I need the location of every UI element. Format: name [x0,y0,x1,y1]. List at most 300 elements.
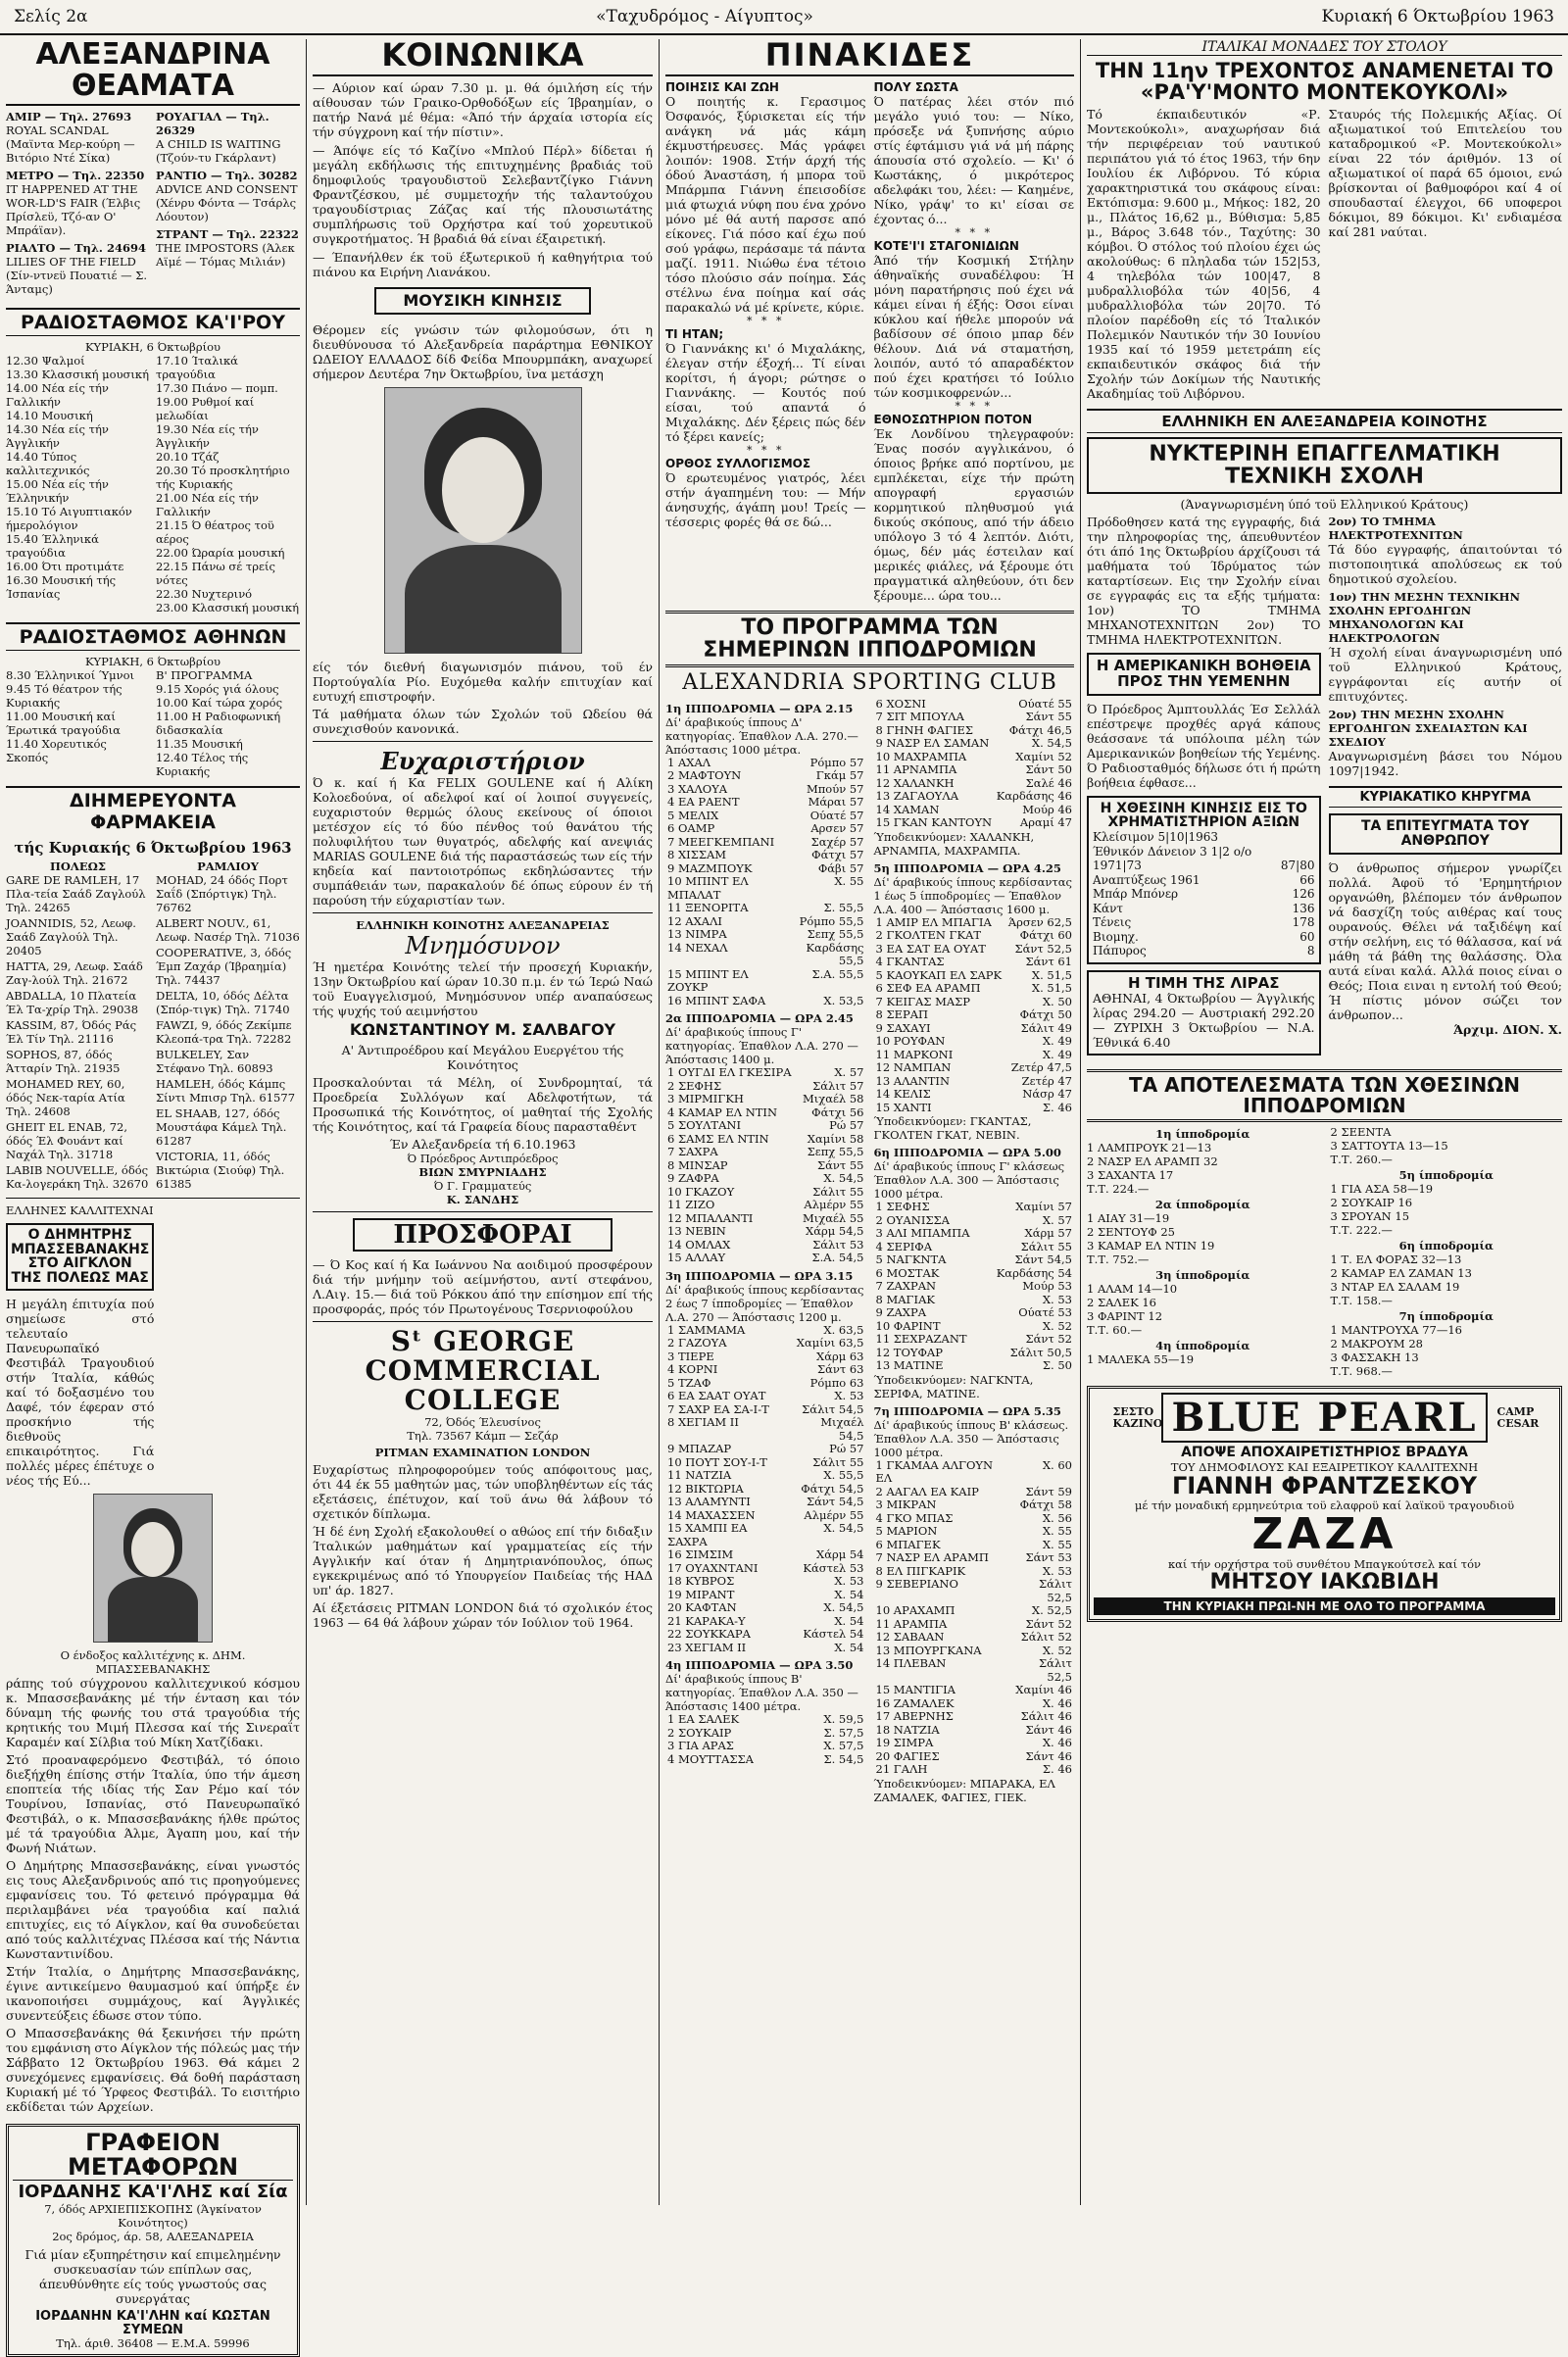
horse-name: 11 ΜΑΡΚΟΝΙ [875,1047,954,1061]
race-horse-row [874,1498,1075,1512]
race-horse-row [874,1657,1075,1684]
horse-jockey-weight: Χ. 50 [1042,994,1072,1008]
race-horse-row [665,1589,866,1602]
cinema-film: LILIES OF THE FIELD (Σίν-ντνεϋ Πουατιέ — Σ. Άνταμς) [6,255,148,296]
school-subtitle: (Άναγνωρισμένη ύπό τοϋ Ελληνικού Κράτους) [1180,497,1469,513]
radio-item: 22.00 Ώραρία μουσική [156,546,285,560]
race-horse-row [665,1740,866,1753]
horse-jockey-weight: Χ. 53 [1042,1292,1072,1306]
radio-item: Β' ΠΡΟΓΡΑΜΜΑ [156,668,253,682]
result-line: Τ.Τ. 60.— [1087,1323,1143,1338]
pharmacy-city-head: ΠΟΛΕΩΣ [50,859,106,873]
horse-name: 11 ΖΙΖΟ [667,1198,715,1212]
casino-subtitle: ΤΟΥ ΔΗΜΟΦΙΛΟΥΣ ΚΑΙ ΕΞΑΙΡΕΤΙΚΟΥ ΚΑΛΛΙΤΕΧΝΗ [1170,1460,1479,1475]
horse-name: 1 ΣΑΜΜΑΜΑ [667,1322,746,1337]
transport-address2: 2ος δρόμος, άρ. 58, ΑΛΕΞΑΝΔΡΕΙΑ [52,2230,254,2244]
race-horse-row [665,1469,866,1483]
race-horse-row [665,822,866,836]
horse-jockey-weight: Χ. 53 [834,1389,864,1403]
radio-item: 16.30 Μουσική τής Ίσπανίας [6,573,117,601]
race-horse-row [874,1035,1075,1049]
horse-jockey-weight: Χ. 56 [1042,1510,1072,1525]
horse-name: 12 ΧΑΛΑΝΚΗ [875,775,955,790]
pharmacy-entry: EL SHAAB, 127, όδός Μουστάφα Κάμελ Τηλ. 61287 [156,1106,287,1148]
radio-item: 21.00 Νέα είς τήν Γαλλικήν [156,491,259,518]
radio-item: 20.10 Τζάζ [156,450,220,464]
horse-name: 6 ΧΟΣΝΙ [875,696,926,711]
school-dept-text: Ή σχολή είναι άναγνωρισμένη υπό τοϋ Ελληνικού Κράτους, εγγράφονται είς αυτήν οί επιτυχόντες. [1328,645,1562,705]
race-horse-table [874,1201,1075,1373]
race-description: Δί' άραβικούς ίππους Β' κατηγορίας. Έπαθλον Λ.Α. 350 — Άπόστασις 1400 μέτρα. [665,1672,858,1714]
horse-jockey-weight: Αλμέρν 55 [804,1507,864,1522]
stock-value: 87|80 [1280,859,1315,873]
memorial-title: Μνημόσυνον [405,932,561,960]
horse-jockey-weight: Σάντ 59 [1025,1484,1072,1498]
horse-jockey-weight: Σ. 57,5 [823,1725,864,1740]
horse-jockey-weight: Σάλιτ 46 [1020,1709,1072,1724]
race-horse-table [874,916,1075,1115]
horse-name: 8 ΜΙΝΣΑΡ [667,1157,728,1172]
fleet-paragraph: Σταυρός τής Πολεμικής Αξίας. Οί αξιωματικοί τού Επιτελείου του καταδρομικού «Ρ. Μοντεκούκολι» είναι 22 τόν άριθμόν. 13 οί αξιωματικοί οί παρά 65 όμοιοι, ενώ βρίσκονται οί βαθμοφόροι καί 4 οί σπουδασταί έλεγχοι, 66 υποφεροι δόκιμοι, 89 δόκιμοι. Κι' ενδιαμέσα καί 281 ναύται. [1328,107,1562,240]
cinema-name: ΡΟΥΑΓΙΑΛ — Τηλ. 26329 [156,110,270,137]
horse-jockey-weight: Σάλιτ 55 [812,1454,864,1469]
horse-name: 5 ΤΖΑΦ [667,1375,711,1390]
horse-jockey-weight: Σάλιτ 53 [812,1237,864,1252]
horse-jockey-weight: Σάντ 46 [1025,1722,1072,1737]
note-paragraph: Ό πατέρας λέει στόν πιό μεγάλο γυιό του: — Νίκο, πρόσεξε νά ξυπνήσης αύριο στίς έφτάμισυ γιά νά μή πάρης άπουσία στό σχολείο. — Κι' ό Κωστάκης, ό μικρότερος αδελφάκι του, λέει: — Καημένε, Νίκο, γράψ' το κι' είσαι σε έχοντας ό... [873,93,1074,226]
horse-name: 21 ΓΑΛΗ [875,1762,928,1777]
race-horse-row [874,1347,1075,1360]
horse-name: 4 ΕΑ ΡΑΕΝΤ [667,795,740,810]
race-horse-row [874,777,1075,791]
horse-name: 10 ΓΚΑΖΟΥ [667,1184,735,1199]
horse-jockey-weight: Χάρμ 57 [1024,1226,1072,1241]
horse-name: 18 ΝΑΤΖΙΑ [875,1722,940,1737]
casino-singer: ZAZA [1251,1509,1397,1560]
race-horse-row [665,1324,866,1338]
race-horse-row [874,790,1075,804]
horse-jockey-weight: Αρσεν 57 [810,821,864,836]
race-horse-row [874,1618,1075,1632]
race-horse-row [665,1615,866,1629]
horse-jockey-weight: Μιχαέλ 54,5 [820,1415,864,1443]
horse-jockey-weight: Χ. 53 [834,1574,864,1589]
horse-jockey-weight: Άρσεν 62,5 [1007,914,1072,929]
race-horse-table [665,757,866,1008]
horse-name: 15 ΑΛΛΑΥ [667,1251,726,1265]
horse-jockey-weight: Σάλιτ 55 [812,1184,864,1199]
stock-row [1093,859,1315,873]
horse-name: 8 ΜΑΓΙΑΚ [875,1292,935,1306]
horse-jockey-weight: Σ. 55,5 [823,901,864,915]
race-horse-row [665,1080,866,1094]
transport-ad [6,2124,300,2357]
race-horse-row [665,1239,866,1252]
school-title: ΝΥΚΤΕΡΙΝΗ ΕΠΑΓΓΕΛΜΑΤΙΚΗ ΤΕΧΝΙΚΗ ΣΧΟΛΗ [1087,437,1562,494]
race-horse-row [874,956,1075,969]
horse-name: 10 ΡΟΥΦΑΝ [875,1034,946,1049]
pharmacy-ramleh-head: ΡΑΜΛΙΟΥ [197,859,259,873]
lira-text: ΑΘΗΝΑΙ, 4 Όκτωβρίου — Άγγλικής λίρας 294.20 — Αυστριακή 292.20 — ΖΥΡΙΧΗ 3 Όκτωβρίου — Ν.Α. Έθνικά 6.40 [1093,991,1315,1051]
horse-name: 6 ΕΑ ΣΑΑΤ ΟΥΑΤ [667,1389,766,1403]
lira-title: Η ΤΙΜΗ ΤΗΣ ΛΙΡΑΣ [1127,973,1280,992]
race-horse-row [874,711,1075,724]
race-horse-table [874,1459,1075,1777]
horse-jockey-weight: Σάντ 55 [1025,710,1072,724]
page-number: Σελίς 2α [14,7,88,26]
note-title: ΟΡΘΟΣ ΣΥΛΛΟΓΙΣΜΟΣ [665,456,811,470]
horse-name: 15 ΜΠΙΝΤ ΕΛ ΖΟΥΚΡ [667,966,749,995]
casino-footer: ΤΗΝ ΚΥΡΙΑΚΗ ΠΡΩΙ-ΝΗ ΜΕ ΟΛΟ ΤΟ ΠΡΟΓΡΑΜΜΑ [1094,1597,1555,1615]
radio-item: 10.00 Καί τώρα χορός [156,696,283,710]
horse-jockey-weight: Ρόμπο 63 [809,1375,864,1390]
stock-row [1093,887,1315,902]
race-horse-row [665,1443,866,1456]
horse-name: 23 ΧΕΓΙΑΜ ΙΙ [667,1640,747,1654]
race-horse-row [665,1363,866,1377]
result-line: 1 Τ. ΕΛ ΦΟΡΑΣ 32—13 [1330,1252,1462,1267]
race-horse-row [665,862,866,876]
horse-name: 9 ΝΑΣΡ ΕΛ ΣΑΜΑΝ [875,736,990,751]
race-horse-table [665,1066,866,1265]
offers-title: ΠΡΟΣΦΟΡΑΙ [353,1218,612,1252]
school-dept-title: 2ον) ΤΟ ΤΜΗΜΑ ΗΛΕΚΤΡΟΤΕΧΝΙΤΩΝ [1328,515,1463,543]
pharmacy-entry: HAMLEH, όδός Κάμπς Σίντι Μπισρ Τηλ. 61577 [156,1077,296,1105]
horse-name: 5 ΜΑΡΙΟΝ [875,1524,938,1539]
race-description: Δί' άραβικούς ίππους Γ' κατηγορίας. Έπαθλον Λ.Α. 270 — Άπόστασις 1400 μ. [665,1025,858,1067]
horse-name: 7 ΝΑΣΡ ΕΛ ΑΡΑΜΠ [875,1550,989,1565]
horse-jockey-weight: Σάλιτ 55 [1020,1239,1072,1253]
cinema-entry [156,110,300,165]
horse-name: 6 ΣΕΦ ΕΑ ΑΡΑΜΠ [875,981,981,996]
race-horse-row [665,915,866,929]
cinema-film: A CHILD IS WAITING (Τζούν-τυ Γκάρλαντ) [156,137,281,165]
horse-jockey-weight: Χ. 55 [1042,1524,1072,1539]
horse-name: 14 ΟΜΛΑΧ [667,1237,731,1252]
horse-jockey-weight: Χαμίνι 57 [1015,1200,1072,1214]
horse-jockey-weight: Χάρμ 54,5 [806,1224,864,1239]
race-horse-row [665,1509,866,1523]
artists-title: Ο ΔΗΜΗΤΡΗΣ ΜΠΑΣΣΕΒΑΝΑΚΗΣ ΣΤΟ ΑΙΓΚΛΟΝ ΤΗΣ ΠΟΛΕΩΣ ΜΑΣ [6,1223,154,1291]
race-horse-row [665,836,866,850]
cinema-list-left [6,110,150,300]
horse-name: 8 ΧΕΓΙΑΜ ΙΙ [667,1415,739,1430]
artists-paragraph: Η μεγάλη έπιτυχία πού σημείωσε στό τελευταίο Πανευρωπαϊκό Φεστιβάλ Τραγουδιού στήν Ίταλία, κάθώς καί τό δοξασμένο του Δαφέ, τόν έφεραν στό προσκήνιο τής διεθνοϋς επικαιρότητος. Γιά πολλές μέρες έπέτυχε ο νέος τής Εύ... [6,1296,155,1488]
race-horse-row [665,1337,866,1350]
horse-name: 5 ΝΑΓΚΝΤΑ [875,1252,947,1267]
music-paragraph: Θέρομεν είς γνώσιν τών φιλομούσων, ότι η διευθύνουσα τό Αλεξανδρεία παράρτημα ΕΘΝΙΚΟΥ ΩΔΕΙΟΥ ΕΛΛΑΔΟΣ δίδ Φείδα Μπουρμπάκη, αναχωρεί σήμερον Δευτέρα 7ην Όκτωβρίου, ϊνα μετάσχη [313,322,653,382]
horse-name: 13 ΖΑΓΑΟΥΛΑ [875,789,958,804]
radio-item: 14.10 Μουσική [6,409,93,422]
horse-name: 21 ΚΑΡΑΚΑ-Υ [667,1613,746,1628]
cinema-list-right [156,110,300,300]
horse-name: 2 ΣΟΥΚΑΙΡ [667,1725,732,1740]
horse-name: 13 ΜΑΤΙΝΕ [875,1358,944,1373]
radio-athens-right [156,668,300,778]
horse-jockey-weight: Χ. 55 [1042,1537,1072,1551]
race-horse-row [874,1645,1075,1658]
race-horse-row [665,1628,866,1642]
race-horse-row [874,1565,1075,1579]
horse-name: 4 ΚΑΜΑΡ ΕΛ ΝΤΙΝ [667,1105,778,1119]
result-line: 1 ΛΑΜΠΡΟΥΚ 21—13 [1087,1141,1212,1155]
result-line: 2 ΚΑΜΑΡ ΕΛ ΖΑΜΑΝ 13 [1330,1266,1472,1281]
race-horse-row [665,1642,866,1655]
horse-jockey-weight: Φάτχι 56 [811,1105,864,1119]
race-description: Δί' άραβικούς ίππους Δ' κατηγορίας. Έπαθλον Λ.Α. 270.— Άπόστασις 1000 μέτρα. [665,714,858,757]
race-horse-row [665,810,866,823]
horse-jockey-weight: Φάτχι 58 [1019,1498,1072,1512]
horse-jockey-weight: Χαμίνι 63,5 [796,1336,864,1350]
page-header [0,0,1568,35]
horse-jockey-weight: Γκάμ 57 [815,768,864,783]
race-heading: 4η ΙΠΠΟΔΡΟΜΙΑ — ΩΡΑ 3.50 [665,1658,854,1673]
column-notes: ΠΙΝΑΚΙΔΕΣ ΠΟΙΗΣΙΣ ΚΑΙ ΖΩΗ Ο ποιητής κ. Γερασιμος Όσφανός, ξύρισκεται είς τήν ανάγκη νά μάς κάμη έκμυστήρευσες. Μάς γράφει λοιπόν: 1908. Στήν άρχή τής όδού Άναστάση, ή μπορα τοϋ Μπάρμπα Γιάννη έπεισοδίσε μιά φτωχιά νύφη που ένα χρόνο μόνο μέ θά αυτή παρσσε από είκονες. Γιά πόσο καί έχω πού σού γράφω, περάσαμε τά πάντα μαζί. 1911. Νιώθω ένα τέτοιο τόσο πλούσιο σάν ποίημα. Σάς στέλνω ένα ποίημα καί σάς παρακαλώ νά μέ κρίνετε, κύριε. * * * ΤΙ ΗΤΑΝ; Ό Γιαννάκης κι' ό Μιχαλάκης, έλεγαν στήν έξοχή... Τί είναι κορίτσι, ή άγορι; ρώτησε ο Γιαννάκης. — Κουτός πού είσαι, τού απαντά ό Μιχαλάκης. Δέν ξέρεις πώς δέν τό ξέρει κανείς; * * * ΟΡΘΟΣ ΣΥΛΛΟΓΙΣΜΟΣ Ό ερωτευμένος γιατρός, λέει στήν άγαπημένη του: — Μήν άνησυχής, άγάπη μου! Τρείς — τέσσερις φορές θά σε δώ... ΠΟΛΥ ΣΩΣΤΑ Ό πατέρας λέει στόν πιό μεγάλο γυιό του: — Νίκο, πρόσεξε νά ξυπνήσης αύριο στίς έφτάμισυ γιά νά μή πάρης άπουσία στό σχολείο. — Κι' ό Κωστάκης, ό μικρότερος αδελφάκι του, λέει: — Καημένε, Νίκο, γράψ' το κι' είσαι σε έχοντας ό... * * * ΚΟΤΕ'Ι'Ι ΣΤΑΓΟΝΙΔΙΩΝ Άπό τήν Κοσμική Στήλην άθηναϊκής συναδέλφου: Ή μόνη παρατήρησις πού έχει νά κάμει είναι ή έξής: Όσοι είναι κύκλου καί ήθελε μπορούν νά βαδίσουν σέ όποιο μπαρ δέν θέλουν. Διά νά σταματήση, λοιπόν, αυτό τό απαραδέκτον πού έχει κρατήσει τό Ιούλιο τών κοσμικοφρενών... * * * ΕΘΝΟΣΩΤΗΡΙΟΝ ΠΟΤΟΝ Έκ Λονδίνου τηλεγραφούν: Ένας ποσόν αγγλικάνου, ό όποιος βρήκε από πορτίνου, με εμπλέκεται, είχε τήν πρώτη απογραφή εργασιών κορμητικού πληθυσμού γιά δικούς σκόπους, από τήν άδειο υπόλογο 3 τό 4 λεπτόν. Διότι, όμως, δέν μάς έστειλαν καί μερικές φιάλες, νά ξέρουμε ότι πραγματικά αληθεύουν, ότι δεν ξέρουμε... ώρα του... ΤΟ ΠΡΟΓΡΑΜΜΑ ΤΩΝ ΣΗΜΕΡΙΝΩΝ ΙΠΠΟΔΡΟΜΙΩΝ ALEXANDRIA SPORTING CLUB 1η ΙΠΠΟΔΡΟΜΙΑ — ΩΡΑ 2.15 Δί' άραβικούς ίππους Δ' κατηγορίας. Έπαθλον Λ.Α. 270.— Άπόστασις 1000 μέτρα. 1 ΑΧΑΛ Ρόμπο 57 2 ΜΑΦΤΟΥΝ Γκάμ 57 3 ΧΑΛΟΥΑ Μπούν 57 4 ΕΑ ΡΑΕΝΤ Μάραι 57 5 ΜΕΛΙΧ Ούατέ 57 6 ΟΑΜΡ Αρσεν 57 7 ΜΕΕΓΚΕΜΠΑΝΙ Σαχέρ 57 8 ΧΙΣΣΑΜ Φάτχι 57 9 ΜΑΖΜΠΟΥΚ Φάβι 57 10 ΜΠΙΝΤ ΕΛ ΜΠΑΛΑΤ Χ. 55 11 ΞΕΝΟΡΙΤΑ Σ. 55,5 12 ΑΧΑΛΙ Ρόμπο 55,5 13 ΝΙΜΡΑ Σεπχ 55,5 14 ΝΕΧΑΛ Καρδάσης 55,5 15 ΜΠΙΝΤ ΕΛ ΖΟΥΚΡ Σ.Α. 55,5 16 ΜΠΙΝΤ ΣΑΦΑ Χ. 53,5 2α ΙΠΠΟΔΡΟΜΙΑ — ΩΡΑ 2.45 Δί' άραβικούς ίππους Γ' κατηγορίας. Έπαθλον Λ.Α. 270 — Άπόστασις 1400 μ. 1 ΟΥΓΔΙ ΕΛ ΓΚΕΣΙΡΑ Χ. 57 2 ΣΕΦΗΣ Σάλιτ 57 3 ΜΙΡΜΙΓΚΗ Μιχαέλ 58 4 ΚΑΜΑΡ ΕΛ ΝΤΙΝ Φάτχι 56 5 ΣΟΥΛΤΑΝΙ Ρώ 57 6 ΣΑΜΣ ΕΛ ΝΤΙΝ Χαμίνι 58 7 ΣΑΧΡΑ Σεπχ 55,5 8 ΜΙΝΣΑΡ Σάντ 55 9 ΖΑΦΡΑ Χ. 54,5 10 ΓΚΑΖΟΥ Σάλιτ 55 11 ΖΙΖΟ Αλμέρν 55 12 ΜΠΑΛΑΝΤΙ Μιχαέλ 55 13 ΝΕΒΙΝ Χάρμ 54,5 14 ΟΜΛΑΧ Σάλιτ 53 15 ΑΛΛΑΥ Σ.Α. 54,5 3η ΙΠΠΟΔΡΟΜΙΑ — ΩΡΑ 3.15 Δί' άραβικούς ίππους κερδίσαντας 2 έως 7 ίπποδρομίες — Έπαθλον Λ.Α. 270 — Άπόστασις 1200 μ. 1 ΣΑΜΜΑΜΑ Χ. 63,5 2 ΓΑΖΟΥΑ Χαμίνι 63,5 3 ΤΙΕΡΕ Χάρμ 63 4 ΚΟΡΝΙ Σάντ 63 5 ΤΖΑΦ Ρόμπο 63 6 ΕΑ ΣΑΑΤ ΟΥΑΤ Χ. 53 7 ΣΑΧΡ ΕΑ ΣΑ-Ι-Τ Σάλιτ 54,5 8 ΧΕΓΙΑΜ ΙΙ Μιχαέλ 54,5 9 ΜΠΑΖΑΡ Ρώ 57 10 ΠΟΥΤ ΣΟΥ-Ι-Τ Σάλιτ 55 11 ΝΑΤΖΙΑ Χ. 55,5 12 ΒΙΚΤΩΡΙΑ Φάτχι 54,5 13 ΑΛΑΜΥΝΤΙ Σάντ 54,5 14 ΜΑΧΑΣΣΕΝ Αλμέρν 55 15 ΧΑΜΠΙ ΕΑ ΣΑΧΡΑ Χ. 54,5 16 ΣΙΜΣΙΜ Χάρμ 54 17 ΟΥΑΧΝΤΑΝΙ Κάστελ 53 18 ΚΥΒΡΟΣ Χ. 53 19 ΜΙΡΑΝΤ Χ. 54 20 ΚΑΦΤΑΝ Χ. 54,5 21 ΚΑΡΑΚΑ-Υ Χ. 54 22 ΣΟΥΚΚΑΡΑ Κάστελ 54 23 ΧΕΓΙΑΜ ΙΙ Χ. 54 4η ΙΠΠΟΔΡΟΜΙΑ — ΩΡΑ 3.50 Δί' άραβικούς ίππους Β' κατηγορίας. Έπαθλον Λ.Α. 350 — Άπόστασις 1400 μέτρα. 1 ΕΑ ΣΑΛΕΚ Χ. 59,5 2 ΣΟΥΚΑΙΡ Σ. 57,5 3 ΓΙΑ ΑΡΑΣ Χ. 57,5 4 ΜΟΥΤΤΑΣΣΑ Σ. 54,5 6 ΧΟΣΝΙ Ούατέ 55 7 ΣΙΤ ΜΠΟΥΛΑ Σάντ 55 8 ΓΗΝΗ ΦΑΓΙΕΣ Φάτχι 46,5 9 ΝΑΣΡ ΕΛ ΣΑΜΑΝ Χ. 54,5 10 ΜΑΧΡΑΜΠΑ Χαμίνι 52 11 ΑΡΝΑΜΠΑ Σάντ 50 12 ΧΑΛΑΝΚΗ Σαλέ 46 13 ΖΑΓΑΟΥΛΑ Καρδάσης 46 14 ΧΑΜΑΝ Μούρ 46 15 ΓΚΑΝ ΚΑΝΤΟΥΝ Αραμί 47 Ύποδεικνύομεν: ΧΑΛΑΝΚΗ, ΑΡΝΑΜΠΑ, ΜΑΧΡΑΜΠΑ. 5η ΙΠΠΟΔΡΟΜΙΑ — ΩΡΑ 4.25 Δί' άραβικούς ίππους κερδίσαντας 1 έως 5 ίπποδρομίες — Έπαθλον Λ.Α. 400 — Άπόστασις 1600 μ. 1 ΑΜΙΡ ΕΛ ΜΠΑΓΙΑ Άρσεν 62,5 2 ΓΚΟΛΤΕΝ ΓΚΑΤ Φάτχι 60 3 ΕΑ ΣΑΤ ΕΑ ΟΥΑΤ Σάντ 52,5 4 ΓΚΑΝΤΑΣ Σάντ 61 5 ΚΑΟΥΚΑΠ ΕΛ ΣΑΡΚ Χ. 51,5 6 ΣΕΦ ΕΑ ΑΡΑΜΠ Χ. 51,5 7 ΚΕΙΓΑΣ ΜΑΣΡ Χ. 50 8 ΣΕΡΑΠ Φάτχι 50 9 ΣΑΧΑΥΙ Σάλιτ 49 10 ΡΟΥΦΑΝ Χ. 49 11 ΜΑΡΚΟΝΙ Χ. 49 12 ΝΑΜΠΑΝ Ζετέρ 47,5 13 ΑΛΑΝΤΙΝ Ζετέρ 47 14 ΚΕΛΙΣ Νάσρ 47 15 ΧΑΝΤΙ Σ. 46 Ύποδεικνύομεν: ΓΚΑΝΤΑΣ, ΓΚΟΛΤΕΝ ΓΚΑΤ, ΝΕΒΙΝ. 6η ΙΠΠΟΔΡΟΜΙΑ — ΩΡΑ 5.00 Δί' άραβικούς ίππους Γ' κλάσεως Έπαθλον Λ.Α. 300 — Άπόστασις 1000 μέτρα. 1 ΣΕΦΗΣ Χαμίνι 57 2 ΟΥΑΝΙΣΣΑ Χ. 57 3 ΑΛΙ ΜΠΑΜΠΑ Χάρμ 57 4 ΣΕΡΙΦΑ Σάλιτ 55 5 ΝΑΓΚΝΤΑ Σάντ 54,5 6 ΜΟΣΤΑΚ Καρδάσης 54 7 ΖΑΧΡΑΝ Μούρ 53 8 ΜΑΓΙΑΚ Χ. 53 9 ΖΑΧΡΑ Ούατέ 53 10 ΦΑΡΙΝΤ Χ. 52 11 ΣΕΧΡΑΖΑΝΤ Σάντ 52 12 ΤΟΥΦΑΡ Σάλιτ 50,5 13 ΜΑΤΙΝΕ Σ. 50 Ύποδεικνύομεν: ΝΑΓΚΝΤΑ, ΣΕΡΙΦΑ, ΜΑΤΙΝΕ. 7η ΙΠΠΟΔΡΟΜΙΑ — ΩΡΑ 5.35 Δί' άραβικούς ίππους Β' κλάσεως. Έπαθλον Λ.Α. 350 — Άπόστασις 1000 μέτρα. 1 ΓΚΑΜΑΑ ΑΛΓΟΥΝ ΕΛ Χ. 60 2 ΑΑΓΑΛ ΕΑ ΚΑΙΡ Σάντ 59 3 ΜΙΚΡΑΝ Φάτχι 58 4 ΓΚΟ ΜΠΑΣ Χ. 56 5 ΜΑΡΙΟΝ Χ. 55 6 ΜΠΑΓΕΚ Χ. 55 7 ΝΑΣΡ ΕΛ ΑΡΑΜΠ Σάντ 53 8 ΕΛ ΠΙΓΚΑΡΙΚ Χ. 53 9 ΣΕΒΕΡΙΑΝΟ Σάλιτ 52,5 10 ΑΡΑΧΑΜΠ Χ. 52,5 11 ΑΡΑΜΠΑ Σάντ 52 12 ΣΑΒΑΑΝ Σάλιτ 52 13 ΜΠΟΥΡΓΚΑΝΑ Χ. 52 14 ΠΛΕΒΑΝ Σάλιτ 52,5 15 ΜΑΝΤΙΓΙΑ Χαμίνι 46 16 ΖΑΜΑΛΕΚ Χ. 46 17 ΑΒΕΡΝΗΣ Σάλιτ 46 18 ΝΑΤΖΙΑ Σάντ 46 19 ΣΙΜΡΑ Χ. 46 20 ΦΑΓΙΕΣ Σάντ 46 21 ΓΑΛΗ Σ. 46 Ύποδεικνύομεν: ΜΠΑΡΑΚΑ, ΕΛ ΖΑΜΑΛΕΚ, ΦΑΓΙΕΣ, ΓΙΕΚ. [665,36,1074,1804]
radio-athens-title: ΡΑΔΙΟΣΤΑΘΜΟΣ ΑΘΗΝΩΝ [6,622,300,651]
race-horse-row [874,1280,1075,1294]
result-line: Τ.Τ. 222.— [1330,1223,1393,1238]
race-horse-row [665,1483,866,1497]
race-description: Δί' άραβικούς ίππους Β' κλάσεως. Έπαθλον Λ.Α. 350 — Άπόστασις 1000 μέτρα. [873,1417,1069,1459]
race-horse-row [874,969,1075,983]
horse-name: 8 ΕΛ ΠΙΓΚΑΡΙΚ [875,1563,966,1578]
column-news [1081,39,1568,2215]
pharmacy-subtitle: τής Κυριακής 6 Όκτωβρίου 1963 [14,839,292,857]
race-program-title: ΤΟ ΠΡΟΓΡΑΜΜΑ ΤΩΝ ΣΗΜΕΡΙΝΩΝ ΙΠΠΟΔΡΟΜΙΩΝ [703,614,1037,663]
casino-subtitle: μέ τήν μοναδική ερμηνεύτρια τοϋ ελαφροϋ καί λαϊκοϋ τραγουδιοϋ [1134,1498,1515,1513]
stock-name: 1971|73 [1093,859,1142,873]
horse-jockey-weight: Χ. 55,5 [823,1468,864,1483]
result-line: 1 ΓΙΑ ΑΣΑ 58—19 [1330,1182,1434,1197]
horse-name: 19 ΜΙΡΑΝΤ [667,1587,735,1601]
race-horse-row [874,1102,1075,1115]
result-line: 3η ίπποδρομία [1155,1268,1250,1283]
artists-paragraph: ράπης τού σύγχρονου καλλιτεχνικού κόσμου κ. Μπασσεβανάκης μέ τήν ένταση και τόν δύναμη τής φωνής του στά τραγούδια τής κρητικής του Μιμή Πλεσσα καί τής Σινεραΐτ Καραμέν καί Σίλβια τού Μίκη Χατζίδακι. [6,1675,300,1749]
stock-row [1093,944,1315,958]
section-title-notes: ΠΙΝΑΚΙΔΕΣ [665,39,1074,76]
race-horse-row [665,1456,866,1470]
stock-name: Τένεις [1093,915,1132,930]
race-horse-row [874,1763,1075,1777]
horse-jockey-weight: Σάντ 52,5 [1014,941,1072,956]
stock-name: Μπάρ Μπόνερ [1093,887,1179,902]
horse-name: 2 ΓΑΖΟΥΑ [667,1336,727,1350]
race-horse-row [874,698,1075,712]
horse-name: 13 ΝΙΜΡΑ [667,927,727,942]
race-heading: 5η ΙΠΠΟΔΡΟΜΙΑ — ΩΡΑ 4.25 [873,860,1061,875]
radio-item: 21.15 Ό θέατρος τοϋ αέρος [156,518,274,546]
memorial-signature-name: Κ. ΣΑΝΔΗΣ [446,1193,519,1207]
race-program-right [874,698,1075,1804]
horse-name: 2 ΟΥΑΝΙΣΣΑ [875,1212,950,1227]
race-horse-row [874,1227,1075,1241]
race-heading: 6η ΙΠΠΟΔΡΟΜΙΑ — ΩΡΑ 5.00 [873,1146,1061,1160]
horse-name: 6 ΟΑΜΡ [667,821,715,836]
cinema-film: IT HAPPENED AT THE WOR-LD'S FAIR (Έλβις Πρίσλεϋ, Τζό-αν Ο' Μπράϊαν). [6,182,141,237]
music-title: ΜΟΥΣΙΚΗ ΚΙΝΗΣΙΣ [374,287,590,316]
college-title: Sᵗ GEORGE COMMERCIAL COLLEGE [365,1325,601,1417]
school-dept-title: 2ον) ΤΗΝ ΜΕΣΗΝ ΣΧΟΛΗΝ ΕΡΓΟΔΗΓΩΝ ΣΧΕΔΙΑΣΤΩΝ ΚΑΙ ΣΧΕΔΙΟΥ [1328,708,1528,750]
horse-name: 3 ΕΑ ΣΑΤ ΕΑ ΟΥΑΤ [875,941,986,956]
race-horse-row [665,875,866,902]
cinema-entry [6,169,150,237]
horse-jockey-weight: Χ. 52,5 [1031,1603,1072,1618]
race-horse-row [665,1416,866,1443]
race-horse-row [874,1684,1075,1697]
cinema-name: ΑΜΙΡ — Τηλ. 27693 [6,110,132,123]
race-horse-table [665,1324,866,1655]
race-horse-row [874,1241,1075,1254]
horse-name: 10 ΦΑΡΙΝΤ [875,1318,941,1333]
pharmacy-entry: FAWZI, 9, όδός Ζεκίμπε Κλεοπά-τρα Τηλ. 72282 [156,1018,292,1046]
pharmacy-entry: LABIB NOUVELLE, όδός Κα-λογεράκη Τηλ. 32670 [6,1163,149,1191]
note-paragraph: Ό ερωτευμένος γιατρός, λέει στήν άγαπημένη του: — Μήν άνησυχής, άγάπη μου! Τρείς — τέσσερις φορές θά σε δώ... [665,469,866,529]
horse-name: 12 ΑΧΑΛΙ [667,913,722,928]
horse-name: 8 ΣΕΡΑΠ [875,1007,929,1022]
race-heading: 2α ΙΠΠΟΔΡΟΜΙΑ — ΩΡΑ 2.45 [665,1011,854,1026]
race-horse-row [874,1267,1075,1281]
horse-jockey-weight: Σάλιτ 52,5 [1038,1577,1072,1604]
result-line: Τ.Τ. 224.— [1087,1182,1150,1197]
horse-jockey-weight: Αραμί 47 [1019,815,1072,830]
race-horse-table [665,1713,866,1766]
horse-name: 13 ΑΛΑΝΤΙΝ [875,1073,951,1088]
artists-paragraph: Στό προαναφερόμενο Φεστιβάλ, τό όποιο διεξήχθη έπίσης στήν Ίταλία, ύπο τήν άμεση εποπτεία τής ιδίας τής Σαν Ρέμο καί τόν Τουρίνου, Ισπανίας, στό Πανευρωπαϊκό Φεστιβάλ, ο κ. Μπασσεβανάκης ήλθε πρώτος μέ τά τραγούδια Άλμε, Άγαπη μου, καί τήν Φωνή Νιάτων. [6,1751,300,1855]
radio-item: 11.35 Μουσική [156,737,243,751]
radio-item: 11.00 Η Ραδιοφωνική διδασκαλία [156,710,281,737]
horse-name: 11 ΑΡΝΑΜΠΑ [875,762,957,777]
race-program-left [665,698,866,1804]
pharmacy-entry: ABDALLA, 10 Πλατεία Έλ Τα-χρίρ Τηλ. 29038 [6,989,139,1016]
memorial-signature: Ό Πρόεδρος Αντιπρόεδρος [407,1152,559,1166]
horse-jockey-weight: Χαμίνι 58 [807,1131,864,1146]
horse-jockey-weight: Ούατέ 57 [809,808,864,822]
horse-name: 3 ΓΙΑ ΑΡΑΣ [667,1739,734,1753]
radio-item: 17.30 Πιάνο — πομπ. [156,381,278,395]
race-horse-table [874,698,1075,830]
race-horse-row [665,1390,866,1403]
radio-item: 11.00 Μουσική καί Έρωτικά τραγούδια [6,710,121,737]
horse-jockey-weight: Χ. 59,5 [823,1712,864,1727]
pharmacy-title: ΔΙΗΜΕΡΕΥΟΝΤΑ ΦΑΡΜΑΚΕΙΑ [6,786,300,835]
radio-item: 19.30 Νέα είς τήν Άγγλικήν [156,422,259,450]
horse-name: 11 ΝΑΤΖΙΑ [667,1468,732,1483]
horse-jockey-weight: Σάλιτ 52,5 [1038,1656,1072,1684]
transport-address: 7, όδός ΑΡΧΙΕΠΙΣΚΟΠΗΣ (Άγκίνατον Κοινότητος) [44,2202,262,2231]
radio-item: 20.30 Τό προσκλητήριο τής Κυριακής [156,464,290,491]
horse-jockey-weight: Φάτχι 54,5 [801,1481,864,1496]
race-horse-row [665,968,866,995]
artists-paragraph: Ο Δημήτρης Μπασσεβανάκης, είναι γνωστός εις τους Αλεξανδρινούς από τις προηγούμενες εμφανίσεις του. Τό φετεινό πρόγραμμα θά περιλαμβάνει νέα τραγούδια καί παλιά επιτυχίες, εις τό Αίγκλον, καί θα συνοδεύεται από τούς καλλιτέχνας Πλέσσα καί τής Νάντια Κωνσταντινίδου. [6,1857,300,1961]
race-horse-row [665,1522,866,1548]
horse-jockey-weight: Μπούν 57 [806,781,864,796]
horse-jockey-weight: Σεπχ 55,5 [807,927,864,942]
pharmacy-ramleh-list [156,873,300,1191]
music-paragraph: είς τόν διεθνή διαγωνισμόν πιάνου, τοϋ έν Πορτούγαλία Ρίο. Ευχόμεθα καλήν επιτυχίαν καί ευτυχή επιστροφήν. [313,660,653,705]
horse-name: 15 ΜΑΝΤΙΓΙΑ [875,1683,956,1697]
horse-jockey-weight: Χ. 51,5 [1031,981,1072,996]
horse-name: 19 ΣΙΜΡΑ [875,1736,934,1750]
horse-name: 7 ΣΑΧΡ ΕΑ ΣΑ-Ι-Τ [667,1401,769,1416]
horse-name: 10 ΜΑΧΡΑΜΠΑ [875,749,967,763]
horse-name: 7 ΜΕΕΓΚΕΜΠΑΝΙ [667,834,775,849]
note-paragraph: Άπό τήν Κοσμική Στήλην άθηναϊκής συναδέλφου: Ή μόνη παρατήρησις πού έχει νά κάμει είναι ή έξής: Όσοι είναι κύκλου καί ήθελε μπορούν νά βαδίσουν σέ όποιο μπαρ δέν θέλουν. Διά νά σταματήση, λοιπόν, αυτό τό απαραδέκτον πού έχει κρατήσει τό Ιούλιο τών κοσμικοφρενών... [873,252,1074,400]
race-horse-row [665,1562,866,1576]
horse-jockey-weight: Σάλιτ 52 [1020,1630,1072,1645]
horse-jockey-weight: Σ. 54,5 [823,1751,864,1766]
casino-location: CAMP CESAR [1496,1404,1540,1430]
horse-jockey-weight: Σ. 46 [1042,1762,1072,1777]
school-dept-text: Τά δύο εγγραφής, άπαιτούνται τό πιστοποιητικά απολύσεως εκ τού δημοτικού σχολείου. [1328,542,1562,587]
stock-name: Κάντ [1093,901,1124,915]
horse-jockey-weight: Σάντ 61 [1025,955,1072,969]
race-horse-row [665,1377,866,1391]
pharmacy-city-list [6,873,150,1191]
horse-name: 3 ΜΙΡΜΙΓΚΗ [667,1092,744,1106]
issue-date: Κυριακή 6 Όκτωβρίου 1963 [1321,7,1554,26]
horse-name: 7 ΚΕΙΓΑΣ ΜΑΣΡ [875,994,971,1008]
horse-name: 22 ΣΟΥΚΚΑΡΑ [667,1627,751,1642]
race-horse-row [874,1022,1075,1036]
community-head: ΕΛΛΗΝΙΚΗ ΕΝ ΑΛΕΞΑΝΔΡΕΙΑ ΚΟΙΝΟΤΗΣ [1087,409,1562,433]
horse-name: 16 ΣΙΜΣΙΜ [667,1547,734,1562]
pharmacy-entry: JOANNIDIS, 52, Λεωφ. Σαάδ Ζαγλούλ Τηλ. 20405 [6,916,136,958]
horse-name: 5 ΚΑΟΥΚΑΠ ΕΛ ΣΑΡΚ [875,967,1003,982]
memorial-role: Α' Άντιπροέδρου καί Μεγάλου Ευεργέτου τής Κοινότητος [341,1043,624,1073]
stock-row [1093,930,1315,945]
race-description: Δί' άραβικούς ίππους Γ' κλάσεως Έπαθλον Λ.Α. 300 — Άπόστασις 1000 μέτρα. [873,1159,1065,1202]
radio-item: 9.15 Χορός γιά όλους [156,682,279,696]
transport-footer: ΙΟΡΔΑΝΗΝ ΚΑ'Ι'ΛΗΝ καί ΚΩΣΤΑΝ ΣΥΜΕΩΝ [35,2309,270,2337]
race-horse-row [874,982,1075,996]
horse-jockey-weight: Ρόμπο 57 [809,755,864,769]
horse-name: 2 ΣΕΦΗΣ [667,1078,722,1093]
horse-jockey-weight: Χ. 52 [1042,1318,1072,1333]
note-title: ΕΘΝΟΣΩΤΗΡΙΟΝ ΠΟΤΟΝ [873,412,1033,426]
horse-name: 14 ΝΕΧΑΛ [667,940,728,955]
horse-name: 6 ΜΠΑΓΕΚ [875,1537,941,1551]
radio-athens-left [6,668,150,778]
cinema-entry [156,227,300,269]
horse-name: 9 ΜΠΑΖΑΡ [667,1442,732,1456]
horse-name: 7 ΣΑΧΡΑ [667,1145,718,1159]
horse-jockey-weight: Καρδάσης 46 [996,789,1072,804]
artists-heading: ΕΛΛΗΝΕΣ ΚΑΛΛΙΤΕΧΝΑΙ [6,1203,154,1217]
stock-value: 60 [1299,929,1315,944]
stock-row [1093,873,1315,888]
horse-name: 1 ΑΜΙΡ ΕΛ ΜΠΑΓΙΑ [875,914,992,929]
horse-jockey-weight: Σάντ 52 [1025,1332,1072,1347]
race-horse-row [665,1575,866,1589]
race-horse-row [665,1133,866,1147]
race-horse-row [874,1359,1075,1373]
horse-name: 1 ΓΚΑΜΑΑ ΑΛΓΟΥΝ ΕΛ [875,1457,994,1486]
lira-box [1087,970,1321,1056]
artist-photo [93,1494,213,1643]
result-line: Τ.Τ. 968.— [1330,1364,1393,1379]
sermon-title: ΤΑ ΕΠΙΤΕΥΓΜΑΤΑ ΤΟΥ ΑΝΘΡΩΠΟΥ [1329,813,1563,854]
horse-jockey-weight: Φάτχι 57 [811,848,864,862]
transport-text: Γιά μίαν εξυπηρέτησιν καί επιμελημένην συσκευασίαν τών επίπλων σας, άπευθύνθητε είς τούς γνωστούς σας συνεργάτας [24,2247,281,2307]
horse-name: 16 ΖΑΜΑΛΕΚ [875,1695,955,1710]
memorial-date: Έν Αλεξανδρεία τή 6.10.1963 [389,1137,576,1153]
stock-row [1093,845,1315,859]
race-horse-row [665,942,866,968]
stock-value: 178 [1292,915,1315,930]
horse-jockey-weight: Ούατέ 55 [1018,696,1072,711]
college-address: 72, Όδός Έλευσίνος [424,1415,541,1430]
race-horse-row [665,1212,866,1226]
